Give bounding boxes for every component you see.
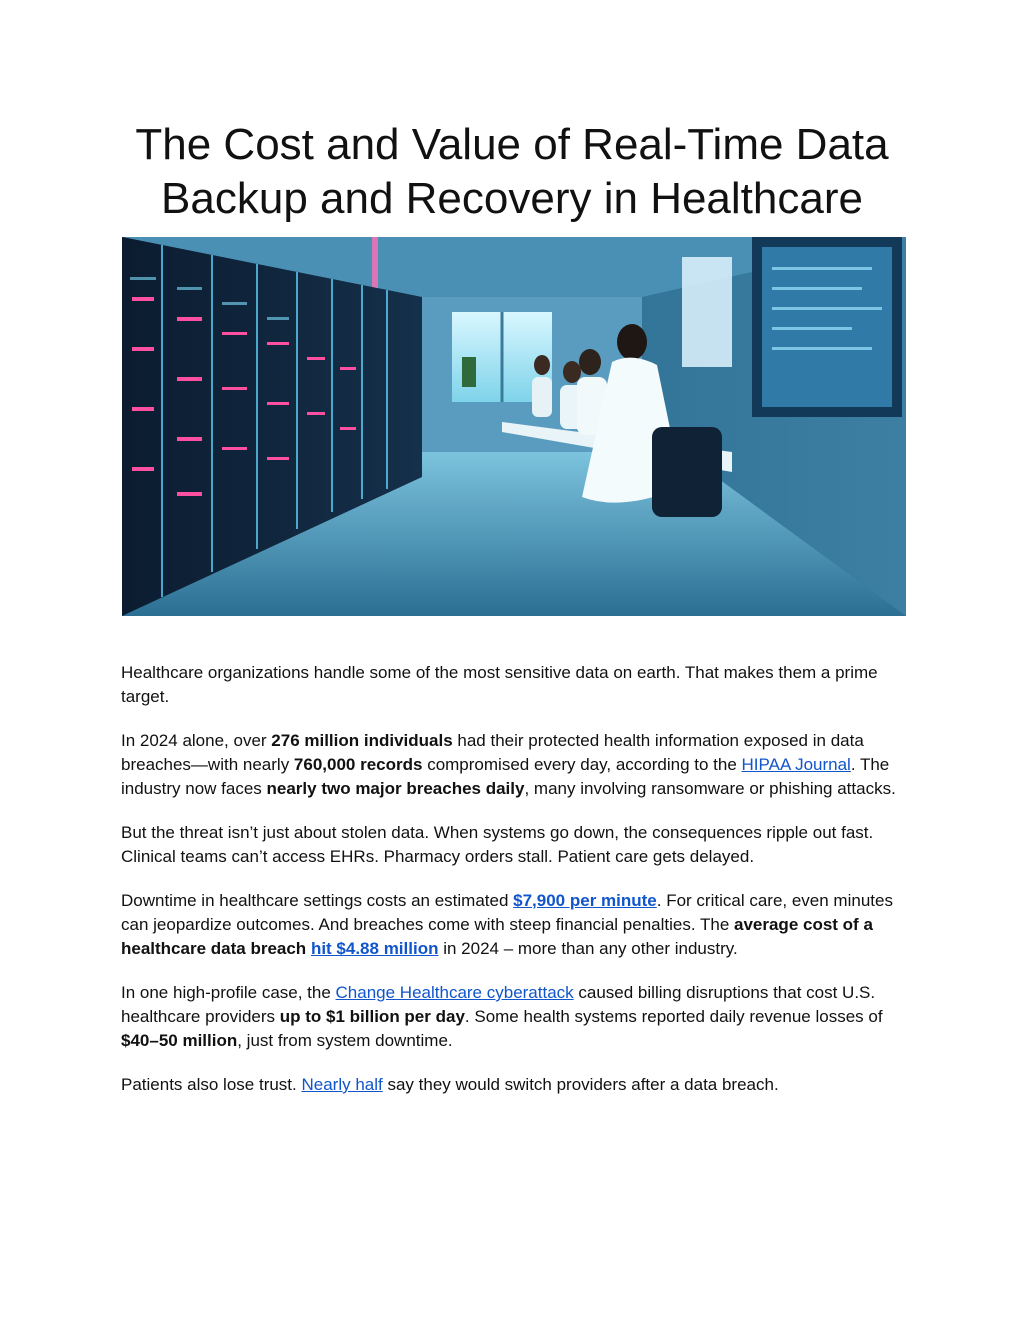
paragraph-downtime-cost [121, 889, 911, 961]
text: , just from system downtime. [237, 1031, 453, 1050]
hipaa-journal-link[interactable]: HIPAA Journal [741, 755, 851, 774]
text: compromised every day, according to the [422, 755, 742, 774]
page-title [0, 118, 1024, 226]
bold-text: $40–50 million [121, 1031, 238, 1050]
text: . For critical care, even minutes can jeopardize outcomes. And breaches come with steep financial penalties. The [121, 891, 893, 934]
title-line-1: The Cost and Value of Real-Time Data [135, 120, 889, 169]
paragraph-intro [121, 661, 911, 709]
bold-text: average cost of a healthcare data breach [121, 915, 873, 958]
text: had their protected health information exposed in data breaches—with nearly [121, 731, 864, 774]
breach-cost-link[interactable]: hit $4.88 million [310, 939, 439, 958]
text: say they would switch providers after a data breach. [382, 1075, 779, 1094]
bold-text: 276 million individuals [271, 731, 453, 750]
text: . The industry now faces [121, 755, 890, 798]
article-body [121, 661, 911, 1117]
text: Downtime in healthcare settings costs an estimated [121, 891, 514, 910]
paragraph-change-healthcare [121, 981, 911, 1053]
bold-text: nearly two major breaches daily [266, 779, 525, 798]
text: , many involving ransomware or phishing attacks. [524, 779, 896, 798]
change-healthcare-link[interactable]: Change Healthcare cyberattack [335, 983, 574, 1002]
hero-image [122, 237, 906, 616]
title-line-2: Backup and Recovery in Healthcare [161, 174, 863, 223]
cost-per-minute-link[interactable]: $7,900 per minute [513, 891, 657, 910]
bold-text: 760,000 records [293, 755, 423, 774]
server-room-photo-icon [122, 237, 906, 616]
paragraph-breach-stats [121, 729, 911, 801]
paragraph-downtime-threat [121, 821, 911, 869]
text: in 2024 – more than any other industry. [438, 939, 738, 958]
text: . Some health systems reported daily revenue losses of [464, 1007, 883, 1026]
paragraph-patient-trust [121, 1073, 911, 1097]
text: In one high-profile case, the [121, 983, 336, 1002]
text: Healthcare organizations handle some of the most sensitive data on earth. That makes them a prime target. [121, 663, 878, 706]
nearly-half-link[interactable]: Nearly half [301, 1075, 383, 1094]
text: In 2024 alone, over [121, 731, 272, 750]
text: But the threat isn’t just about stolen data. When systems go down, the consequences ripple out fast. Clinical teams can’t access EHRs. Pharmacy orders stall. Patient care gets delayed. [121, 823, 874, 866]
text: Patients also lose trust. [121, 1075, 302, 1094]
text: caused billing disruptions that cost U.S. healthcare providers [121, 983, 876, 1026]
bold-text: up to $1 billion per day [279, 1007, 465, 1026]
